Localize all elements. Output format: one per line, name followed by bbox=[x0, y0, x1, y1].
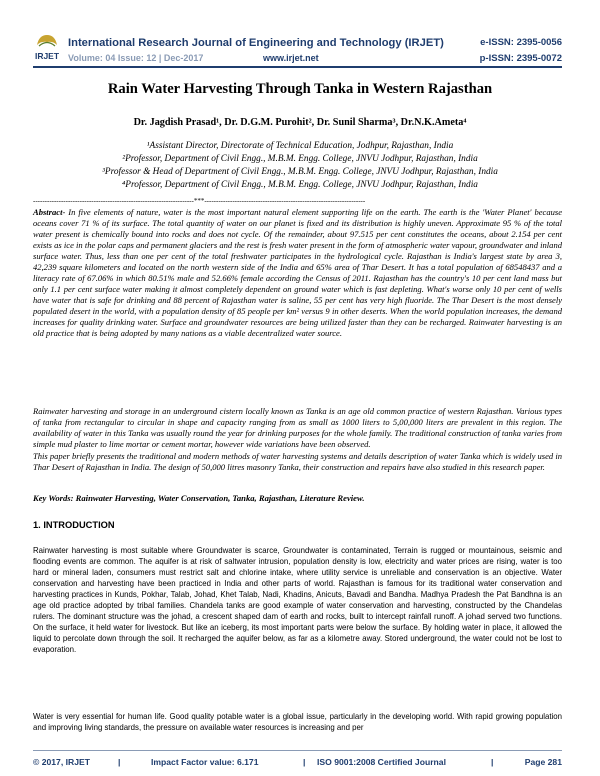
abstract-text-1: In five elements of nature, water is the most important natural element supporting life on the earth. The earth is the 'Water Planet' because oceans cover 71 % of its surface. The total quantity of water on our planet is fixed and its distribution is highly uneven. Approximate 95 % of the total water present is chemically bound into rocks and does not cycle. Of the remainder, about 97.515 per cent constitutes the oceans, about 2.154 per cent exists as ice in the polar caps and permanent glaciers and the rest is fresh water present in the form of atmospheric water vapour, groundwater and inland surface water. Thus, less than one per cent of the total freshwater participates in the hydrological cycle. Rajasthan is India's largest state by area 3, 42,239 square kilometers and located on the north western side of the India and 65% area of Thar Desert. It has a total population of 68548437 and a literacy rate of 67.06% in which 80.51% male and 52.66% female according the Census of 2011. Rajasthan has the country's 10 per cent land mass but only 1.1 per cent surface water making it almost completely dependent on ground water which is fast depleting. What's worse only 10 per cent of wells have water that is safe for drinking and 88 percent of Rajasthan water is saline, 55 per cent has very high fluoride. The Thar Desert is the most densely populated desert in the world, with a population density of 85 people per km² versus 9 in other deserts. When the world population increases, the demand increases for quality drinking water. Surface and groundwater resources are being utilized faster than they can be recharged. Rainwater harvesting is an old practice that is being adopted by many nations as a viable decentralized water source. bbox=[33, 207, 562, 338]
journal-header bbox=[0, 0, 600, 68]
volume-issue: Volume: 04 Issue: 12 | Dec-2017 bbox=[68, 53, 204, 63]
affiliation-3: ³Professor & Head of Department of Civil Engg., M.B.M. Engg. College, JNVU Jodhpur, Rajasthan, India bbox=[102, 167, 498, 177]
affiliation-2: ²Professor, Department of Civil Engg., M.B.M. Engg. College, JNVU Jodhpur, Rajasthan, India bbox=[122, 154, 478, 164]
footer-sep-2: | bbox=[303, 757, 306, 767]
footer-copyright: © 2017, IRJET bbox=[33, 757, 90, 767]
footer-rule bbox=[33, 750, 562, 751]
logo-text: IRJET bbox=[34, 51, 60, 61]
footer-iso: ISO 9001:2008 Certified Journal bbox=[317, 757, 446, 767]
affiliation-4: ⁴Professor, Department of Civil Engg., M.B.M. Engg. College, JNVU Jodhpur, Rajasthan, India bbox=[122, 180, 478, 190]
section-heading-introduction: 1. INTRODUCTION bbox=[33, 520, 115, 530]
intro-paragraph-1: Rainwater harvesting is most suitable where Groundwater is scarce, Groundwater is contaminated, Terrain is rugged or mountainous, seismic and flooding events are common. The aquifer is at risk of saltwater intrusion, population density is low, electricity and water prices are rising, water is too hard or mineral laden, consumers must restrict salt and chlorine intake, where utility service is unreliable and conservation is an objective. Water conservation and harvesting have been practiced in India and other parts of world. Rajasthan is famous for its traditional water conservation and harvesting practices in Kunds, Pokhar, Talab, Johad, Khet Talab, Nadi, Khadins, Anicuts, Bavadi and Bandha. Madhya Pradesh the Pat Bandhna is an age old practice adopted by tribal families. Chandela tanks are good example of water conservation and harvesting, constructed by the Chandelas rulers. The dominant structure was the johad, a crescent shaped dam of earth and rocks, built to intercept rainfall runoff. A johad served two functions. On the surface, it held water for livestock. But like an iceberg, its most important parts were below the surface. By holding water in place, it allowed the liquid to percolate down through the soil. It recharged the aquifer below, as far as a kilometre away. Stored underground, the water could not be lost to evaporation. bbox=[33, 546, 562, 654]
journal-name: International Research Journal of Engineering and Technology (IRJET) bbox=[68, 37, 444, 49]
pissn: p-ISSN: 2395-0072 bbox=[479, 53, 562, 64]
abstract-paragraph-1 bbox=[33, 207, 562, 339]
abstract-paragraph-2: Rainwater harvesting and storage in an underground cistern locally known as Tanka is an age old common practice of western Rajasthan. Various types of tanka from rectangular to circular in shape and capacity ranging from as small as 1000 liters to 5,00,000 liters are prevalent in this region. The availability of water in this Tanka was usually round the year for drinking purposes for the whole family. The traditional construction of tanka varies from simple mud plaster to lime mortar or cement mortar, however wide variations have been observed. bbox=[33, 406, 562, 449]
abstract-label: Abstract- bbox=[33, 207, 66, 217]
affiliation-1: ¹Assistant Director, Directorate of Technical Education, Jodhpur, Rajasthan, India bbox=[146, 141, 454, 151]
abstract-paragraph-3: This paper briefly presents the traditional and modern methods of water harvesting systems and details description of water Tanka which is widely used in Thar Desert of Rajasthan in India. The design of 50,000 litres masonry Tanka, their construction and repairs have also studied in this research paper. bbox=[33, 451, 562, 472]
footer-impact-factor: Impact Factor value: 6.171 bbox=[151, 757, 259, 767]
paper-title: Rain Water Harvesting Through Tanka in Western Rajasthan bbox=[107, 81, 493, 97]
journal-website: www.irjet.net bbox=[263, 53, 319, 63]
keywords: Key Words: Rainwater Harvesting, Water Conservation, Tanka, Rajasthan, Literature Review. bbox=[33, 493, 365, 503]
header-rule bbox=[33, 66, 562, 68]
footer-sep-3: | bbox=[491, 757, 494, 767]
intro-paragraph-2: Water is very essential for human life. Good quality potable water is a global issue, particularly in the developing world. With rapid growing population and improving living standards, the pressure on available water resources is increasing and per bbox=[33, 712, 562, 732]
irjet-logo bbox=[33, 33, 61, 63]
paper-authors: Dr. Jagdish Prasad¹, Dr. D.G.M. Purohit², Dr. Sunil Sharma³, Dr.N.K.Ameta⁴ bbox=[133, 117, 467, 128]
eissn: e-ISSN: 2395-0056 bbox=[480, 37, 562, 48]
footer-sep-1: | bbox=[118, 757, 121, 767]
journal-subline bbox=[68, 53, 562, 67]
section-separator: ---------------------------------------------------------------------***--------------------------------------------------------------------- bbox=[33, 197, 366, 205]
footer-page-number: Page 281 bbox=[524, 757, 562, 767]
page-footer bbox=[33, 757, 562, 771]
